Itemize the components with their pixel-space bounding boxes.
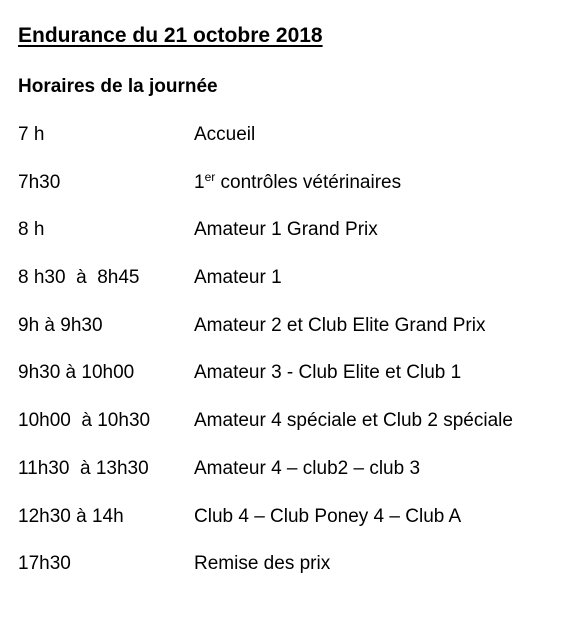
schedule-activity xyxy=(194,169,573,194)
schedule-time: 8 h30 à 8h45 xyxy=(18,267,140,289)
schedule-time: 11h30 à 13h30 xyxy=(18,457,149,479)
schedule-row xyxy=(18,410,573,458)
schedule-activity: Amateur 3 - Club Elite et Club 1 xyxy=(194,362,462,384)
schedule-time: 7 h xyxy=(18,124,45,145)
schedule-time: 12h30 à 14h xyxy=(18,505,124,527)
document-title: Endurance du 21 octobre 2018 xyxy=(18,24,323,47)
schedule-time: 10h00 à 10h30 xyxy=(18,410,151,432)
schedule-activity: Amateur 1 xyxy=(194,267,282,289)
schedule-row xyxy=(18,458,573,506)
schedule-time: 17h30 xyxy=(18,553,71,575)
schedule-activity: Accueil xyxy=(194,124,256,145)
schedule-activity: Amateur 4 – club2 – club 3 xyxy=(194,457,421,479)
activity-text: contrôles vétérinaires xyxy=(215,171,402,193)
schedule-heading: Horaires de la journée xyxy=(18,76,218,97)
schedule-time: 9h à 9h30 xyxy=(18,314,103,336)
schedule-row xyxy=(18,315,573,363)
schedule-activity: Remise des prix xyxy=(194,553,331,575)
schedule-activity: Club 4 – Club Poney 4 – Club A xyxy=(194,505,462,527)
schedule-row xyxy=(18,553,573,601)
schedule-activity: Amateur 4 spéciale et Club 2 spéciale xyxy=(194,410,513,432)
ordinal-number: 1 xyxy=(194,171,205,193)
schedule-time: 8 h xyxy=(18,219,45,241)
schedule-row xyxy=(18,267,573,315)
schedule-time: 7h30 xyxy=(18,171,61,193)
ordinal-suffix: er xyxy=(204,169,216,184)
schedule-row xyxy=(18,219,573,267)
schedule-row xyxy=(18,506,573,554)
schedule-row xyxy=(18,169,573,220)
schedule-row xyxy=(18,362,573,410)
schedule-activity: Amateur 2 et Club Elite Grand Prix xyxy=(194,314,486,336)
schedule-list xyxy=(18,124,573,601)
schedule-time: 9h30 à 10h00 xyxy=(18,362,135,384)
schedule-activity: Amateur 1 Grand Prix xyxy=(194,219,378,241)
schedule-row xyxy=(18,124,573,172)
